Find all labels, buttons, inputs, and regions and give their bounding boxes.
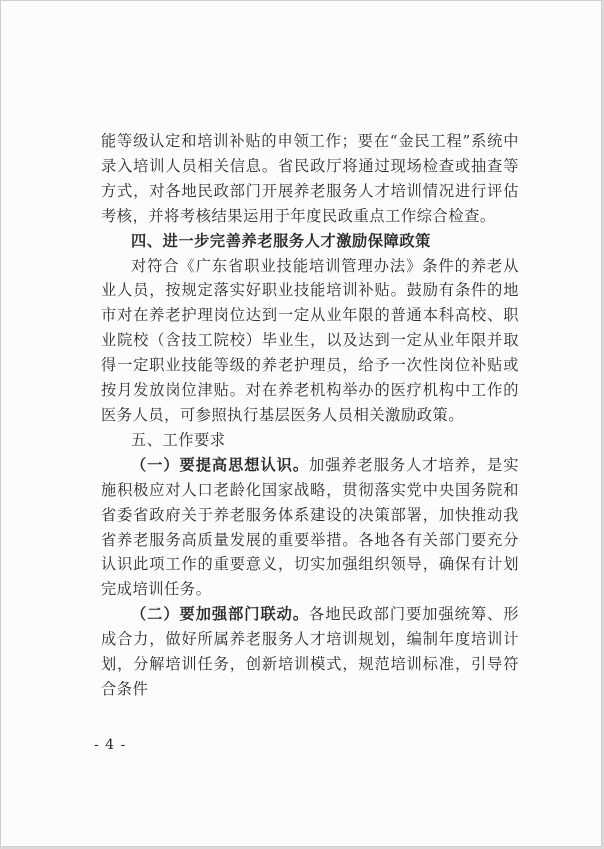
page-number: - 4 - xyxy=(94,737,127,753)
requirement-2-text: 各地民政部门要加强统筹、形成合力，做好所属养老服务人才培训规划，编制年度培训计划，分解培训任务，创新培训模式，规范培训标准，引导符合条件 xyxy=(101,605,519,698)
paragraph-requirement-2 xyxy=(101,602,519,702)
paragraph-continuation: 能等级认定和培训补贴的申领工作；要在“金民工程”系统中录入培训人员相关信息。省民政厅将通过现场检查或抽查等方式，对各地民政部门开展养老服务人才培训情况进行评估考核，并将考核结果运用于年度民政重点工作综合检查。 xyxy=(101,132,519,225)
requirement-2-lead: （二）要加强部门联动。 xyxy=(131,605,310,624)
document-body xyxy=(101,129,519,702)
requirement-1-text: 加强养老服务人才培养，是实施积极应对人口老龄化国家战略，贯彻落实党中央国务院和省委省政府关于养老服务体系建设的决策部署，加快推动我省养老服务高质量发展的重要举措。各地各有关部门要充分认识此项工作的重要意义，切实加强组织领导，确保有计划完成培训任务。 xyxy=(101,455,519,599)
requirement-1-lead: （一）要提高思想认识。 xyxy=(131,455,310,474)
paragraph-incentive-policy: 对符合《广东省职业技能培训管理办法》条件的养老从业人员，按规定落实好职业技能培训补贴。鼓励有条件的地市对在养老护理岗位达到一定从业年限的普通本科高校、职业院校（含技工院校）毕业生，以及达到一定从业年限并取得一定职业技能等级的养老护理员，给予一次性岗位补贴或按月发放岗位津贴。对在养老机构举办的医疗机构中工作的医务人员，可参照执行基层医务人员相关激励政策。 xyxy=(101,256,519,424)
section-heading-4: 四、进一步完善养老服务人才激励保障政策 xyxy=(131,231,431,250)
section-heading-5: 五、工作要求 xyxy=(131,430,226,449)
paragraph-requirement-1 xyxy=(101,453,519,602)
